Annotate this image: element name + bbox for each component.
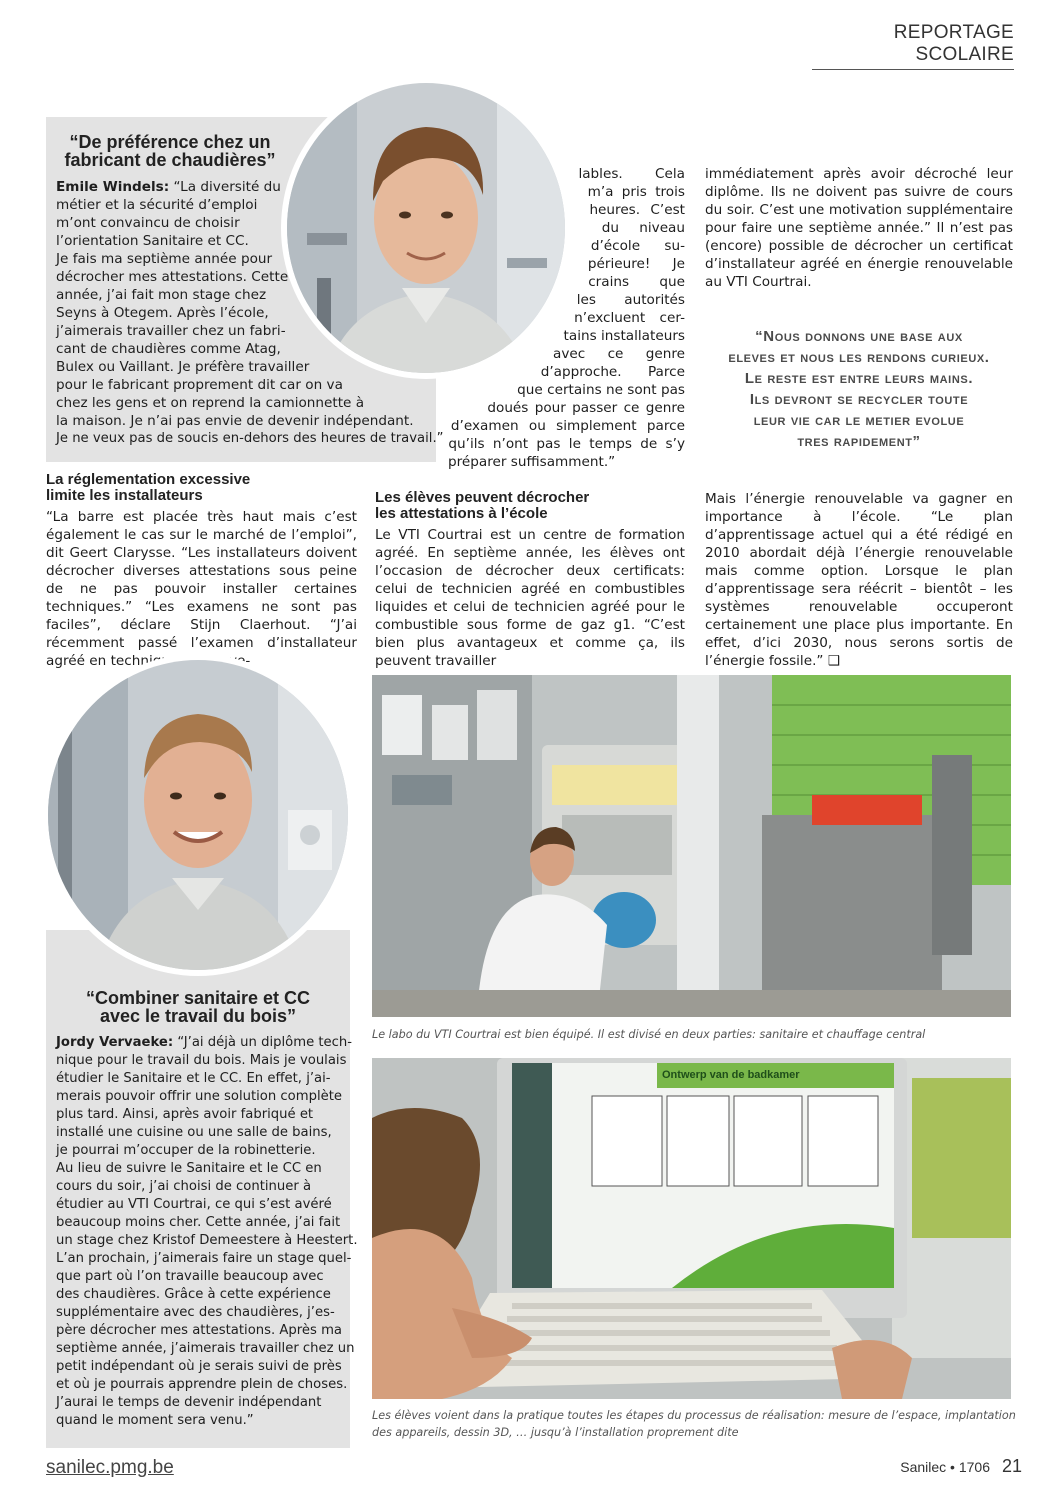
text-line: et où je pourrais apprendre plein de choses. <box>56 1377 348 1392</box>
text-line: cours du soir, j’ai choisi de continuer à <box>56 1179 312 1194</box>
text-line: nique pour le travail du bois. Mais je voulais <box>56 1053 347 1068</box>
text-line: chez les gens et on reprend la camionnette à <box>56 395 365 411</box>
text-line <box>56 1034 353 1052</box>
text-line: Seyns à Otegem. Après l’école, <box>56 305 269 321</box>
photo-lab <box>372 675 1011 1017</box>
text-line: heures. C’est <box>589 202 685 218</box>
interview-text-emile <box>56 178 444 448</box>
text-line: d’examen ou simplement parce <box>450 418 685 434</box>
photo-computer <box>372 1058 1011 1399</box>
text-line: Au lieu de suivre le Sanitaire et le CC en <box>56 1161 322 1176</box>
portrait-jordy <box>48 660 348 970</box>
text-line: installé une cuisine ou une salle de bains, <box>56 1125 332 1140</box>
section-heading-reglementation <box>46 472 366 504</box>
caption-line: Les élèves voient dans la pratique toutes les étapes du processus de réalisation: mesure de l’espace, implantation <box>372 1409 1016 1422</box>
text-line: plus tard. Ainsi, après avoir fabriqué et <box>56 1107 314 1122</box>
pull-quote <box>705 326 1013 452</box>
text-line: m’ont convaincu de choisir <box>56 215 240 231</box>
pull-quote-line: tres rapidement” <box>797 433 921 450</box>
pull-quote-line: “Nous donnons une base aux <box>755 328 963 345</box>
text-line: la maison. Je n’ai pas envie de devenir indépendant. <box>56 413 414 429</box>
photo-computer-drawing <box>372 1058 1011 1399</box>
text-line: périeure! Je <box>587 256 685 272</box>
interviewee-name: Emile Windels: <box>56 179 170 195</box>
text-line: je pourrai m’occuper de la robinetterie. <box>56 1143 316 1158</box>
interviewee-name: Jordy Vervaeke: <box>56 1035 174 1050</box>
text-line: qu’ils n’ont pas le temps de s’y <box>448 436 685 452</box>
end-mark-icon: ❑ <box>827 653 840 669</box>
text-line: décrocher mes attestations. Cette <box>56 269 289 285</box>
heading-line: La réglementation excessive <box>46 471 251 488</box>
text-line: père décrocher mes attestations. Après ma <box>56 1323 343 1338</box>
text-line: avec ce genre <box>553 346 685 362</box>
text-line: étudier le Sanitaire et le CC. En effet, j’ai- <box>56 1071 331 1086</box>
title-line: avec le travail du bois” <box>99 1006 297 1026</box>
text-line <box>56 178 436 196</box>
text-line: d’école su- <box>590 238 685 254</box>
text-line: n’excluent cer- <box>574 310 685 326</box>
text-line: Je ne veux pas de soucis en-dehors des heures de travail.” <box>56 431 444 446</box>
paragraph: “La barre est placée très haut mais c’est également le cas sur le marché de l’emploi”, dit Geert Clarysse. “Les installateurs doivent décrocher diverses attestations sous peine de ne pas pouvoir installer certaines techniques.” “Les examens ne sont pas faciles”, déclare Stijn Claerhout. “J’ai récemment passé l’examen d’installateur agréé en techniques renouve- <box>46 509 357 669</box>
text-line: l’orientation Sanitaire et CC. <box>56 233 249 249</box>
photo-computer-caption <box>372 1407 1016 1441</box>
pull-quote-line: leur vie car le metier evolue <box>753 412 965 429</box>
text-line: Bulex ou Vaillant. Je préfère travailler <box>56 359 310 375</box>
screen-title: Ontwerp van de badkamer <box>662 1069 800 1081</box>
interview-title-jordy <box>46 989 350 1025</box>
pull-quote-line: Le reste est entre leurs mains. <box>744 370 974 387</box>
title-line: “Combiner sanitaire et CC <box>85 988 311 1008</box>
text-line: lables. Cela <box>578 166 685 182</box>
section-header <box>812 22 1014 70</box>
section-text-reglementation <box>46 508 357 670</box>
text-line: les autorités <box>576 292 685 308</box>
text-line: supplémentaire avec des chaudières, j’es- <box>56 1305 335 1320</box>
text-line: métier et la sécurité d’emploi <box>56 197 258 213</box>
photo-lab-drawing <box>372 675 1011 1017</box>
section-text-attestations <box>375 526 685 670</box>
text-line: L’an prochain, j’aimerais faire un stage quel- <box>56 1251 352 1266</box>
interview-title-emile <box>56 133 284 169</box>
text-line: doués pour passer ce genre <box>487 400 685 416</box>
text-line: septième année, j’aimerais travailler chez un <box>56 1341 355 1356</box>
paragraph: Mais l’énergie renouvelable va gagner en importance à l’école. “Le plan d’apprentissage actuel qui a été rédigé en 2010 abordait déjà l’énergie renouvelable mais comme option. Lorsque le plan d’apprentissage sera réécrit – bientôt – les systèmes renouvelable occuperont certainement une place plus importante. En effet, d’ici 2030, nous serons sortis de l’énergie fossile.” <box>705 491 1013 669</box>
page-number: 21 <box>1001 1456 1022 1476</box>
footer-url <box>46 1457 174 1479</box>
text-line: quand le moment sera venu.” <box>56 1413 254 1428</box>
heading-line: les attestations à l’école <box>375 505 548 522</box>
text-line: cant de chaudières comme Atag, <box>56 341 281 357</box>
text-line: année, j’ai fait mon stage chez <box>56 287 267 303</box>
photo-lab-caption <box>372 1026 1012 1043</box>
section-heading-attestations <box>375 490 685 522</box>
text-line: un stage chez Kristof Demeestere à Heestert. <box>56 1233 358 1248</box>
text-line: merais pouvoir offrir une solution complète <box>56 1089 343 1104</box>
paragraph: Le VTI Courtrai est un centre de formation agréé. En septième année, les élèves ont l’occasion de décrocher deux certificats: celui de technicien agréé en combustibles liquides et celui de technicien agréé pour le combustible sous forme de gaz g1. “C’est bien plus avantageux et comme ça, ils peuvent travailler <box>375 527 685 669</box>
pull-quote-line: Ils devront se recycler toute <box>749 391 969 408</box>
column-2-continuation <box>438 165 685 471</box>
text-line-part: “La diversité du <box>173 179 281 195</box>
column-3-top <box>705 165 1013 291</box>
text-line: étudier au VTI Courtrai, ce qui s’est avéré <box>56 1197 332 1212</box>
heading-line: Les élèves peuvent décrocher <box>375 489 590 506</box>
header-rule <box>812 69 1014 70</box>
text-line-part: “J’ai déjà un diplôme tech- <box>177 1035 353 1050</box>
title-line: fabricant de chaudières” <box>64 150 276 170</box>
text-line: que certains ne sont pas <box>517 382 685 398</box>
magazine-issue: Sanilec • 1706 <box>900 1459 990 1475</box>
column-3-bottom <box>705 490 1013 670</box>
title-line: “De préférence chez un <box>69 132 271 152</box>
text-line: d’approche. Parce <box>540 364 685 380</box>
text-line: pour le fabricant proprement dit car on va <box>56 377 343 393</box>
caption-line: des appareils, dessin 3D, … jusqu’à l’installation proprement dite <box>372 1426 739 1439</box>
text-line: j’aimerais travailler chez un fabri- <box>56 323 286 339</box>
text-line: J’aurai le temps de devenir indépendant <box>56 1395 322 1410</box>
portrait-jordy-drawing <box>48 660 348 970</box>
text-line: que part où l’on travaille beaucoup avec <box>56 1269 324 1284</box>
pull-quote-line: eleves et nous les rendons curieux. <box>728 349 990 366</box>
interview-text-jordy <box>56 1034 358 1430</box>
caption-text: Le labo du VTI Courtrai est bien équipé. Il est divisé en deux parties: sanitaire et chauffage central <box>372 1028 926 1041</box>
text-line: Je fais ma septième année pour <box>56 251 273 267</box>
text-line: du niveau <box>601 220 685 236</box>
section-title: REPORTAGE SCOLAIRE <box>893 22 1014 65</box>
website-link[interactable]: sanilec.pmg.be <box>46 1457 174 1478</box>
text-line: m’a pris trois <box>587 184 685 200</box>
text-line: petit indépendant où je serais suivi de près <box>56 1359 342 1374</box>
text-line: tains installateurs <box>563 328 685 344</box>
footer-page <box>996 1456 1022 1477</box>
text-line: crains que <box>588 274 685 290</box>
text-line: des chaudières. Grâce à cette expérience <box>56 1287 331 1302</box>
text-line: préparer suffisamment.” <box>448 454 616 470</box>
text-line: beaucoup moins cher. Cette année, j’ai fait <box>56 1215 341 1230</box>
heading-line: limite les installateurs <box>46 487 203 504</box>
footer-magazine <box>860 1459 990 1477</box>
paragraph: immédiatement après avoir décroché leur diplôme. Ils ne doivent pas suivre de cours du soir. C’est une motivation supplémentaire pour faire une septième année.” Il n’est pas (encore) possible de décrocher un certificat d’installateur agréé en énergie renouvelable au VTI Courtrai. <box>705 166 1013 290</box>
